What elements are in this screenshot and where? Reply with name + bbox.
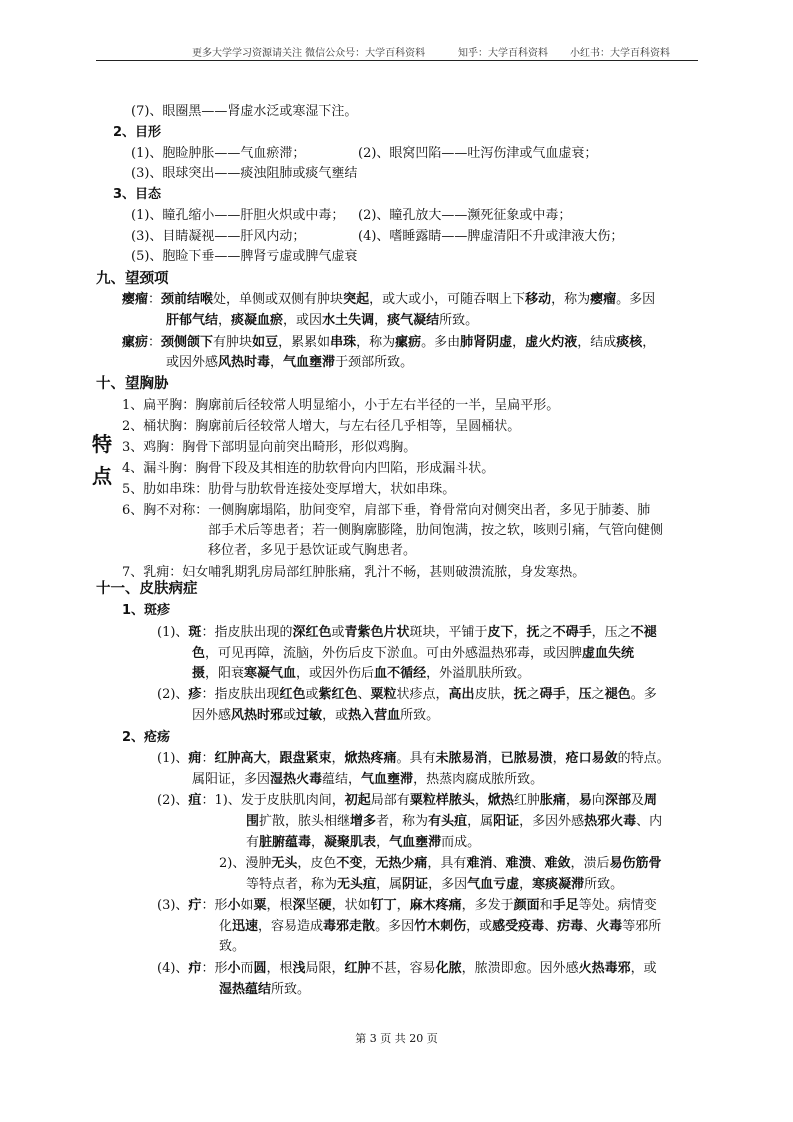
bold-text-segment: 难消: [466, 856, 493, 871]
text-segment: ，根: [266, 961, 293, 976]
text-segment: 所致。: [271, 982, 311, 997]
text-segment: 向: [591, 793, 605, 808]
bold-text-segment: 色: [192, 646, 206, 661]
text-segment: ：形: [201, 898, 228, 913]
text-segment: 因外感: [192, 708, 232, 723]
bold-text-segment: 凝聚肌表: [324, 835, 377, 850]
bold-text-segment: 颈侧颌下: [161, 335, 214, 350]
bold-text-segment: 抚: [526, 625, 540, 640]
text-segment: ，属: [467, 814, 494, 829]
bold-text-segment: 小: [227, 898, 241, 913]
text-segment: (3)、: [157, 898, 189, 913]
text-segment: 。多因: [616, 292, 656, 307]
bold-text-segment: 斑: [188, 625, 202, 640]
bold-text-segment: 颜面: [513, 898, 540, 913]
text-segment: 等处。病情变: [578, 898, 657, 913]
text-segment: 斑块，平铺于: [409, 625, 488, 640]
text-segment: ，: [362, 856, 376, 871]
text-segment: ，: [376, 835, 390, 850]
text-segment: ，皮色: [297, 856, 337, 871]
bold-text-segment: 周: [643, 793, 657, 808]
bold-text-segment: 寒痰凝滞: [532, 877, 585, 892]
bold-text-segment: 痰气凝结: [387, 313, 440, 328]
bold-text-segment: 小: [227, 961, 241, 976]
bold-text-segment: 气血壅滞: [361, 772, 414, 787]
chest-item-6-line-2: 部手术后等患者；若一侧胸廓膨隆，肋间饱满，按之软，咳则引痛，气管向健侧: [208, 523, 664, 538]
bold-text-segment: 水土失调: [322, 313, 375, 328]
bold-text-segment: 初起: [344, 793, 371, 808]
chest-item-2: 2、桶状胸：胸廓前后径较常人增大，与左右径几乎相等，呈圆桶状。: [122, 419, 521, 434]
text-segment: 有肿块: [213, 335, 253, 350]
chest-item-1: 1、扁平胸：胸廓前后径较常人明显缩小，小于左右半径的一半，呈扁平形。: [122, 398, 560, 413]
luoli-line-1: [122, 334, 655, 352]
bold-text-segment: 火热毒邪: [578, 961, 631, 976]
text-segment: ，或: [466, 919, 493, 934]
bold-text-segment: 摄: [192, 666, 206, 681]
jie-line-2: [219, 981, 310, 999]
text-segment: ，多因外感: [519, 814, 585, 829]
text-segment: ：形: [201, 961, 228, 976]
text-segment: 、内: [636, 814, 663, 829]
bold-text-segment: 麻木疼痛: [409, 898, 462, 913]
bold-text-segment: 无热少痛: [375, 856, 428, 871]
text-segment: ，属: [376, 877, 403, 892]
header-xhs-text: 小红书：大学百科资料: [570, 48, 670, 59]
bold-text-segment: 竹木刺伤: [414, 919, 467, 934]
zhen-line-1: [157, 686, 657, 704]
text-segment: 局部有: [370, 793, 410, 808]
text-segment: 致。: [219, 939, 246, 954]
text-segment: ，脓溃即愈。因外感: [461, 961, 579, 976]
text-segment: 处，单侧或双侧有肿块: [213, 292, 344, 307]
bold-text-segment: 碍手: [539, 687, 566, 702]
text-segment: 、: [544, 919, 558, 934]
bold-text-segment: 难敛: [544, 856, 571, 871]
text-segment: ，: [487, 751, 501, 766]
chest-item-3: 3、鸡胸：胸骨下部明显向前突出畸形，形似鸡胸。: [122, 440, 417, 455]
bold-text-segment: 疖: [188, 961, 202, 976]
text-segment: 蕴结，: [322, 772, 362, 787]
bold-text-segment: 脏腑蕴毒: [259, 835, 312, 850]
text-segment: 或: [283, 708, 297, 723]
zhen-line-2: [192, 707, 439, 725]
text-segment: 所致。: [400, 708, 440, 723]
text-segment: ，具有: [427, 856, 467, 871]
text-segment: 者，称为: [376, 814, 429, 829]
eye-shape-item-3: (3)、眼球突出——痰浊阻肺或痰气壅结: [131, 166, 358, 181]
bold-text-segment: 紫红色: [318, 687, 358, 702]
text-segment: 、: [357, 687, 371, 702]
text-segment: ，阳衰: [205, 666, 245, 681]
text-segment: ，多发于: [461, 898, 514, 913]
bold-text-segment: 难溃: [505, 856, 532, 871]
text-segment: ，或因: [283, 313, 323, 328]
bold-text-segment: 毒邪走散: [323, 919, 376, 934]
bold-text-segment: 移动: [525, 292, 552, 307]
bold-text-segment: 有头疽: [428, 814, 468, 829]
text-segment: ：: [148, 292, 162, 307]
text-segment: 于颈部所致。: [335, 355, 414, 370]
yong-line-1: [157, 750, 670, 768]
text-segment: ，状如: [331, 898, 371, 913]
text-segment: ，: [642, 335, 656, 350]
bold-text-segment: 褪色: [604, 687, 631, 702]
text-segment: 局限，: [305, 961, 345, 976]
bold-text-segment: 无头疽: [337, 877, 377, 892]
section-9-title: 九、望颈项: [96, 271, 169, 287]
bold-text-segment: 不褪: [630, 625, 657, 640]
bold-text-segment: 无头: [271, 856, 298, 871]
bold-text-segment: 易: [578, 793, 592, 808]
text-segment: 之: [539, 625, 553, 640]
eye-state-item-4: (4)、嗜睡露睛——脾虚清阳不升或津液大伤；: [358, 229, 624, 244]
bold-text-segment: 焮热疼痛: [344, 751, 397, 766]
bold-text-segment: 虚血失统: [582, 646, 635, 661]
text-segment: 。多: [630, 687, 657, 702]
bold-text-segment: 如豆: [252, 335, 279, 350]
bold-text-segment: 痰凝血瘀: [231, 313, 284, 328]
text-segment: ，压之: [591, 625, 631, 640]
bold-text-segment: 化脓: [435, 961, 462, 976]
text-segment: ，根: [266, 898, 293, 913]
bold-text-segment: 红肿高大: [214, 751, 267, 766]
text-segment: 、: [583, 919, 597, 934]
text-segment: 及: [630, 793, 644, 808]
jie-line-1: [157, 960, 657, 978]
text-segment: (1)、: [157, 625, 189, 640]
text-segment: ，多因: [428, 877, 468, 892]
bold-text-segment: 不变: [336, 856, 363, 871]
bold-text-segment: 粟: [253, 898, 267, 913]
ban-line-2: [192, 645, 634, 663]
bold-text-segment: 迅速: [232, 919, 259, 934]
text-segment: 而成。: [441, 835, 481, 850]
bold-text-segment: 不碍手: [552, 625, 592, 640]
text-segment: ，: [513, 625, 527, 640]
ju-line-1: [157, 792, 657, 810]
text-segment: (1)、: [157, 751, 189, 766]
bold-text-segment: 肝郁气结: [166, 313, 219, 328]
text-segment: 所致。: [439, 313, 479, 328]
bold-text-segment: 浅: [292, 961, 306, 976]
bold-text-segment: 未脓易消: [435, 751, 488, 766]
chest-item-6-line-1: 6、胸不对称：一侧胸廓塌陷，肋间变窄，肩部下垂，脊骨常向对侧突出者，多见于肺萎、肺: [122, 503, 651, 518]
bold-text-segment: 深部: [604, 793, 631, 808]
bold-text-segment: 颈前结喉: [161, 292, 214, 307]
text-segment: ，: [474, 793, 488, 808]
bold-text-segment: 深红色: [292, 625, 332, 640]
eye-state-item-1: (1)、瞳孔缩小——肝胆火炽或中毒；: [131, 208, 345, 223]
bold-text-segment: 瘿瘤: [122, 292, 149, 307]
bold-text-segment: 虚火灼液: [525, 335, 578, 350]
ding-line-2: [219, 918, 661, 936]
bold-text-segment: 突起: [343, 292, 370, 307]
bold-text-segment: 粟粒: [370, 687, 397, 702]
text-segment: 。具有: [396, 751, 436, 766]
text-segment: 皮肤，: [474, 687, 514, 702]
bold-text-segment: 气血壅滞: [389, 835, 442, 850]
text-segment: 之: [591, 687, 605, 702]
bold-text-segment: 疠毒: [557, 919, 584, 934]
bold-text-segment: 湿热蕴结: [219, 982, 272, 997]
bold-text-segment: 风热时邪: [231, 708, 284, 723]
text-segment: ，结成: [577, 335, 617, 350]
bold-text-segment: 抚: [513, 687, 527, 702]
bold-text-segment: 跟盘紧束: [279, 751, 332, 766]
text-segment: 有: [246, 835, 260, 850]
bold-text-segment: 气血壅滞: [283, 355, 336, 370]
text-segment: ，或大或小，可随吞咽上下: [369, 292, 526, 307]
bold-text-segment: 痰核: [616, 335, 643, 350]
bold-text-segment: 增多: [350, 814, 377, 829]
ding-line-3: [219, 938, 245, 956]
chest-item-4: 4、漏斗胸：胸骨下段及其相连的肋软骨向内凹陷，形成漏斗状。: [122, 461, 495, 476]
text-segment: 或: [331, 625, 345, 640]
text-segment: 如: [240, 898, 254, 913]
bold-text-segment: 红色: [279, 687, 306, 702]
ju-line-4: [219, 855, 662, 873]
banzhen-heading: 1、斑疹: [122, 603, 171, 618]
text-segment: 等邪所: [622, 919, 662, 934]
bold-text-segment: 感受疫毒: [492, 919, 545, 934]
ju-line-3: [246, 834, 480, 852]
eye-state-item-2: (2)、瞳孔放大——濒死征象或中毒；: [358, 208, 572, 223]
side-label-te: 特: [92, 432, 112, 456]
chest-item-7: 7、乳痈：妇女哺乳期乳房局部红肿胀痛，乳汁不畅，甚则破溃流脓，身发寒热。: [122, 565, 586, 580]
bold-text-segment: 疔: [188, 898, 202, 913]
text-segment: ，: [374, 313, 388, 328]
bold-text-segment: 过敏: [296, 708, 323, 723]
eye-state-item-3: (3)、目睛凝视——肝风内动；: [131, 229, 306, 244]
bold-text-segment: 易伤筋骨: [609, 856, 662, 871]
text-segment: 、: [492, 856, 506, 871]
header-wechat-text: 更多大学学习资源请关注 微信公众号：大学百科资料: [192, 48, 426, 59]
bold-text-segment: 青紫色片状: [344, 625, 410, 640]
text-segment: 和: [539, 898, 553, 913]
text-segment: ，: [565, 793, 579, 808]
text-segment: 之: [526, 687, 540, 702]
text-segment: 或因外感: [166, 355, 219, 370]
text-segment: 所致。: [584, 877, 624, 892]
text-segment: 、: [531, 856, 545, 871]
text-segment: 状疹点，: [396, 687, 449, 702]
bold-text-segment: 串珠: [330, 335, 357, 350]
bold-text-segment: 已脓易溃: [500, 751, 553, 766]
bold-text-segment: 热邪火毒: [584, 814, 637, 829]
text-segment: 2)、漫肿: [219, 856, 272, 871]
bold-text-segment: 高出: [448, 687, 475, 702]
bold-text-segment: 围: [246, 814, 260, 829]
text-segment: ，或因外伤后: [296, 666, 375, 681]
text-segment: ：指皮肤出现的: [201, 625, 293, 640]
bold-text-segment: 血不循经: [374, 666, 427, 681]
text-segment: ：: [148, 335, 162, 350]
text-segment: ，: [311, 835, 325, 850]
bold-text-segment: 热入营血: [348, 708, 401, 723]
bold-text-segment: 钉丁: [370, 898, 397, 913]
text-segment: ，: [270, 355, 284, 370]
text-segment: 的特点。: [617, 751, 670, 766]
text-segment: ，: [565, 687, 579, 702]
ju-line-2: [246, 813, 662, 831]
text-segment: ，: [331, 751, 345, 766]
bold-text-segment: 瘰疬: [395, 335, 422, 350]
text-segment: ，容易造成: [258, 919, 324, 934]
text-segment: ，或: [630, 961, 657, 976]
bold-text-segment: 皮下: [487, 625, 514, 640]
text-segment: 扩散，脓头相继: [259, 814, 351, 829]
bold-text-segment: 湿热火毒: [270, 772, 323, 787]
header-zhihu-text: 知乎：大学百科资料: [458, 48, 548, 59]
bold-text-segment: 瘰疬: [122, 335, 149, 350]
luoli-line-2: [166, 354, 413, 372]
yingliu-line-1: [122, 291, 655, 309]
text-segment: ，: [519, 877, 533, 892]
bold-text-segment: 风热时毒: [218, 355, 271, 370]
bold-text-segment: 肺肾阴虚: [460, 335, 513, 350]
bold-text-segment: 疹: [188, 687, 202, 702]
text-segment: 坚: [305, 898, 319, 913]
text-segment: ，: [396, 898, 410, 913]
bold-text-segment: 手足: [552, 898, 579, 913]
bold-text-segment: 瘿瘤: [590, 292, 617, 307]
bold-text-segment: 红肿: [344, 961, 371, 976]
bold-text-segment: 阴证: [402, 877, 429, 892]
eye-color-item-7: (7)、眼圈黑——肾虚水泛或寒湿下注。: [131, 104, 358, 119]
eye-shape-item-2: (2)、眼窝凹陷——吐泻伤津或气血虚衰；: [358, 146, 598, 161]
bold-text-segment: 焮热: [487, 793, 514, 808]
page-header: [96, 44, 698, 61]
text-segment: ，可见再障，流脑，外伤后皮下淤血。可由外感温热邪毒，或因脾: [205, 646, 583, 661]
chest-item-6-line-3: 移位者，多见于悬饮证或气胸患者。: [208, 543, 417, 558]
text-segment: ，称为: [551, 292, 591, 307]
page-number: 第 3 页 共 20 页: [355, 1032, 438, 1045]
text-segment: (4)、: [157, 961, 189, 976]
bold-text-segment: 圆: [253, 961, 267, 976]
text-segment: 化: [219, 919, 233, 934]
eye-state-heading: 3、目态: [113, 187, 162, 202]
text-segment: 。多因: [375, 919, 415, 934]
side-label-dian: 点: [92, 464, 112, 488]
text-segment: ，: [218, 313, 232, 328]
bold-text-segment: 寒凝气血: [244, 666, 297, 681]
text-segment: ，累累如: [278, 335, 331, 350]
ban-line-3: [192, 665, 530, 683]
bold-text-segment: 阳证: [493, 814, 520, 829]
text-segment: 等特点者，称为: [246, 877, 338, 892]
text-segment: ，或: [322, 708, 349, 723]
ding-line-1: [157, 897, 657, 915]
bold-text-segment: 硬: [318, 898, 332, 913]
bold-text-segment: 压: [578, 687, 592, 702]
text-segment: ，: [266, 751, 280, 766]
ju-line-5: [246, 876, 623, 894]
text-segment: (2)、: [157, 793, 189, 808]
eye-shape-item-1: (1)、胞睑肿胀——气血瘀滞；: [131, 146, 306, 161]
text-segment: 属阳证，多因: [192, 772, 271, 787]
text-segment: 或: [305, 687, 319, 702]
chest-item-5: 5、肋如串珠：肋骨与肋软骨连接处变厚增大，状如串珠。: [122, 482, 456, 497]
chuangyang-heading: 2、疮疡: [122, 730, 171, 745]
text-segment: (2)、: [157, 687, 189, 702]
section-11-title: 十一、皮肤病症: [96, 581, 198, 597]
text-segment: ，: [552, 751, 566, 766]
section-10-title: 十、望胸胁: [96, 376, 169, 392]
bold-text-segment: 深: [292, 898, 306, 913]
bold-text-segment: 气血亏虚: [467, 877, 520, 892]
bold-text-segment: 疮口易敛: [565, 751, 618, 766]
text-segment: ，热蒸肉腐成脓所致。: [413, 772, 544, 787]
bold-text-segment: 疽: [188, 793, 202, 808]
text-segment: ：: [201, 751, 215, 766]
bold-text-segment: 火毒: [596, 919, 623, 934]
ban-line-1: [157, 624, 657, 642]
yingliu-line-2: [166, 312, 478, 330]
bold-text-segment: 胀痛: [539, 793, 566, 808]
text-segment: 而: [240, 961, 254, 976]
bold-text-segment: 痈: [188, 751, 202, 766]
text-segment: ：1)、发于皮肤肌肉间，: [201, 793, 345, 808]
text-segment: ，称为: [356, 335, 396, 350]
bold-text-segment: 粟粒样脓头: [409, 793, 475, 808]
text-segment: 不甚，容易: [370, 961, 436, 976]
eye-state-item-5: (5)、胞睑下垂——脾肾亏虚或脾气虚衰: [131, 249, 358, 264]
yong-line-2: [192, 771, 543, 789]
text-segment: ，: [512, 335, 526, 350]
text-segment: 。多由: [421, 335, 461, 350]
text-segment: ：指皮肤出现: [201, 687, 280, 702]
text-segment: ，溃后: [570, 856, 610, 871]
eye-shape-heading: 2、目形: [113, 125, 162, 140]
text-segment: ，外溢肌肤所致。: [426, 666, 531, 681]
text-segment: 红肿: [513, 793, 540, 808]
